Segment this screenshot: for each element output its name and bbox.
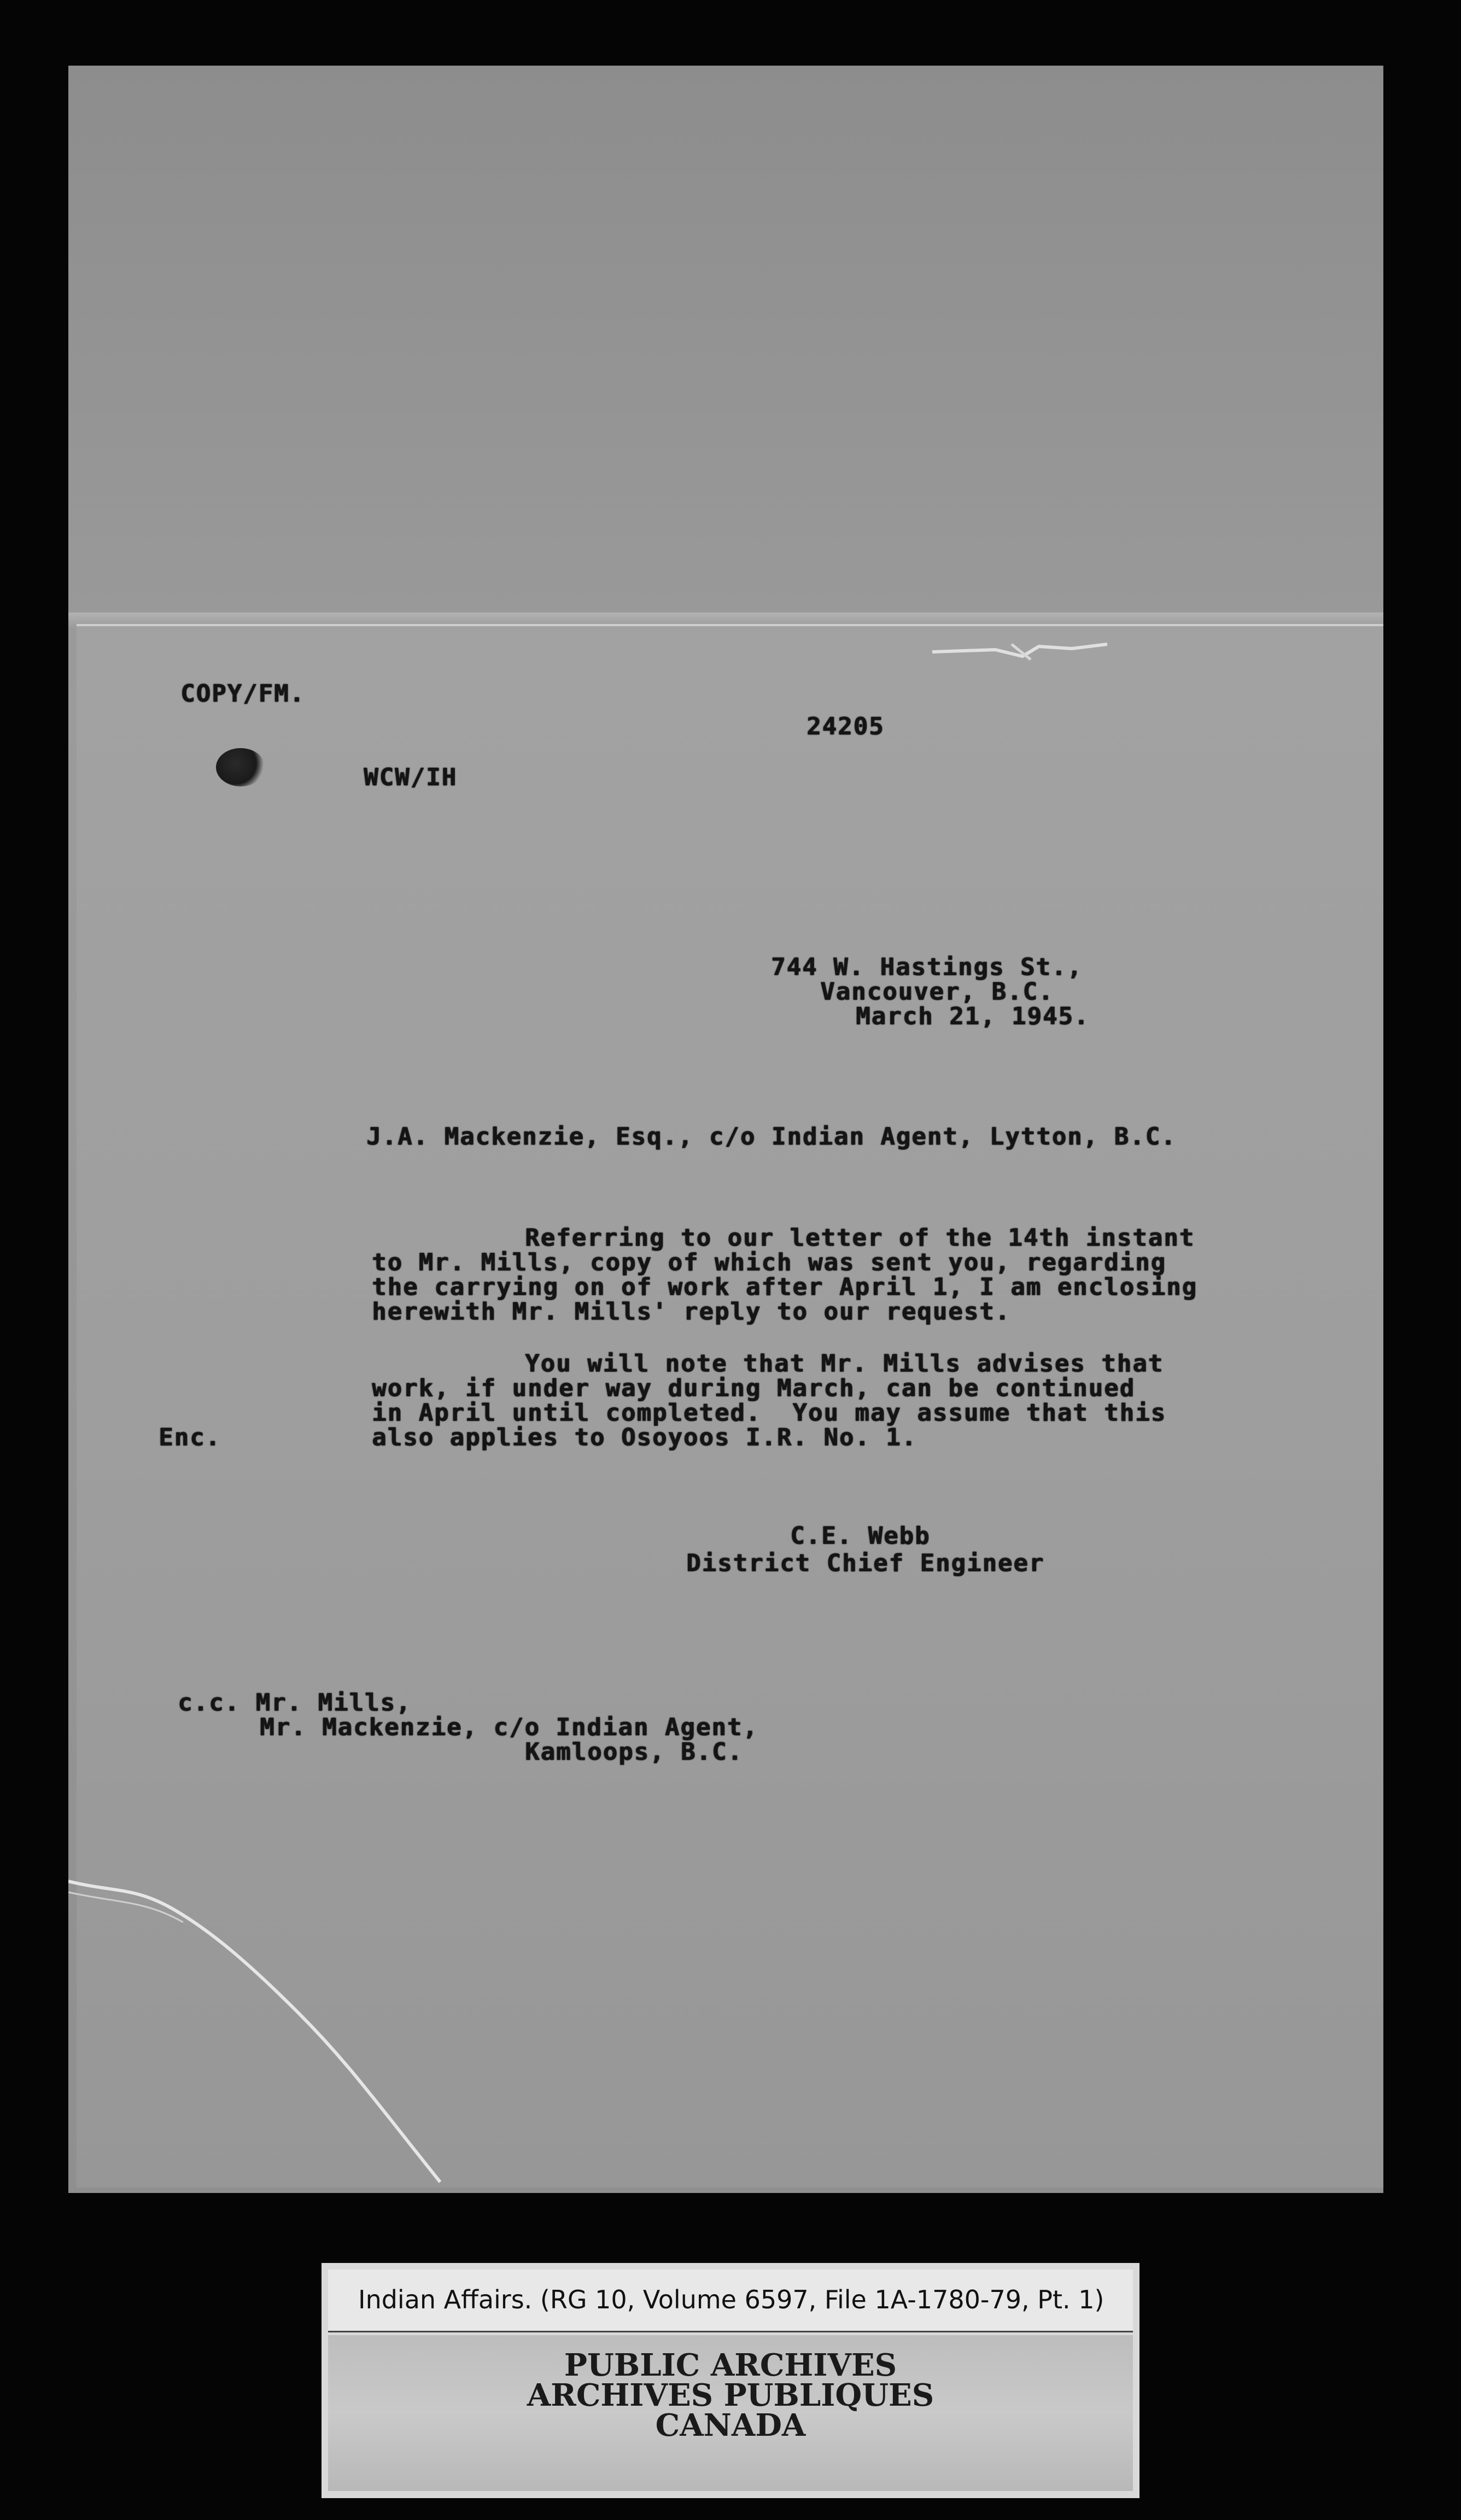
paper-clip-icon <box>930 640 1110 662</box>
body-paragraph-2-line: in April until completed. You may assume that this <box>372 1399 1167 1427</box>
copy-mark: COPY/FM. <box>180 680 305 708</box>
body-paragraph-1-line: to Mr. Mills, copy of which was sent you, regarding <box>372 1249 1167 1276</box>
letter-date: March 21, 1945. <box>856 1002 1090 1030</box>
archives-stamp-line: PUBLIC ARCHIVES <box>564 2347 897 2383</box>
body-paragraph-2-line: You will note that Mr. Mills advises that <box>525 1350 1164 1378</box>
cc-line: Mr. Mackenzie, c/o Indian Agent, <box>260 1713 758 1741</box>
signatory-title: District Chief Engineer <box>686 1549 1045 1577</box>
reference-initials: WCW/IH <box>364 763 457 791</box>
body-paragraph-2-line: work, if under way during March, can be continued <box>372 1374 1136 1402</box>
body-paragraph-1-line: herewith Mr. Mills' reply to our request. <box>372 1298 1011 1326</box>
body-paragraph-2-line: also applies to Osoyoos I.R. No. 1. <box>372 1424 917 1451</box>
file-number: 24205 <box>807 713 885 740</box>
torn-edge <box>68 1870 451 2188</box>
archives-stamp-line: ARCHIVES PUBLIQUES <box>527 2377 934 2413</box>
archives-stamp-line: CANADA <box>655 2407 806 2443</box>
signatory-name: C.E. Webb <box>790 1522 931 1550</box>
sender-address-city: Vancouver, B.C. <box>820 978 1054 1006</box>
body-paragraph-1-line: Referring to our letter of the 14th instant <box>525 1224 1195 1252</box>
ink-blot <box>216 748 265 786</box>
addressee-line: J.A. Mackenzie, Esq., c/o Indian Agent, Lytton, B.C. <box>366 1123 1177 1151</box>
cc-line: Kamloops, B.C. <box>525 1738 743 1766</box>
body-paragraph-1-line: the carrying on of work after April 1, I am enclosing <box>372 1273 1197 1301</box>
cc-line: c.c. Mr. Mills, <box>178 1689 412 1717</box>
sender-address-street: 744 W. Hastings St., <box>771 953 1083 981</box>
enclosure-note: Enc. <box>159 1424 221 1451</box>
archive-reference: Indian Affairs. (RG 10, Volume 6597, File 1A-1780-79, Pt. 1) <box>358 2285 1104 2314</box>
